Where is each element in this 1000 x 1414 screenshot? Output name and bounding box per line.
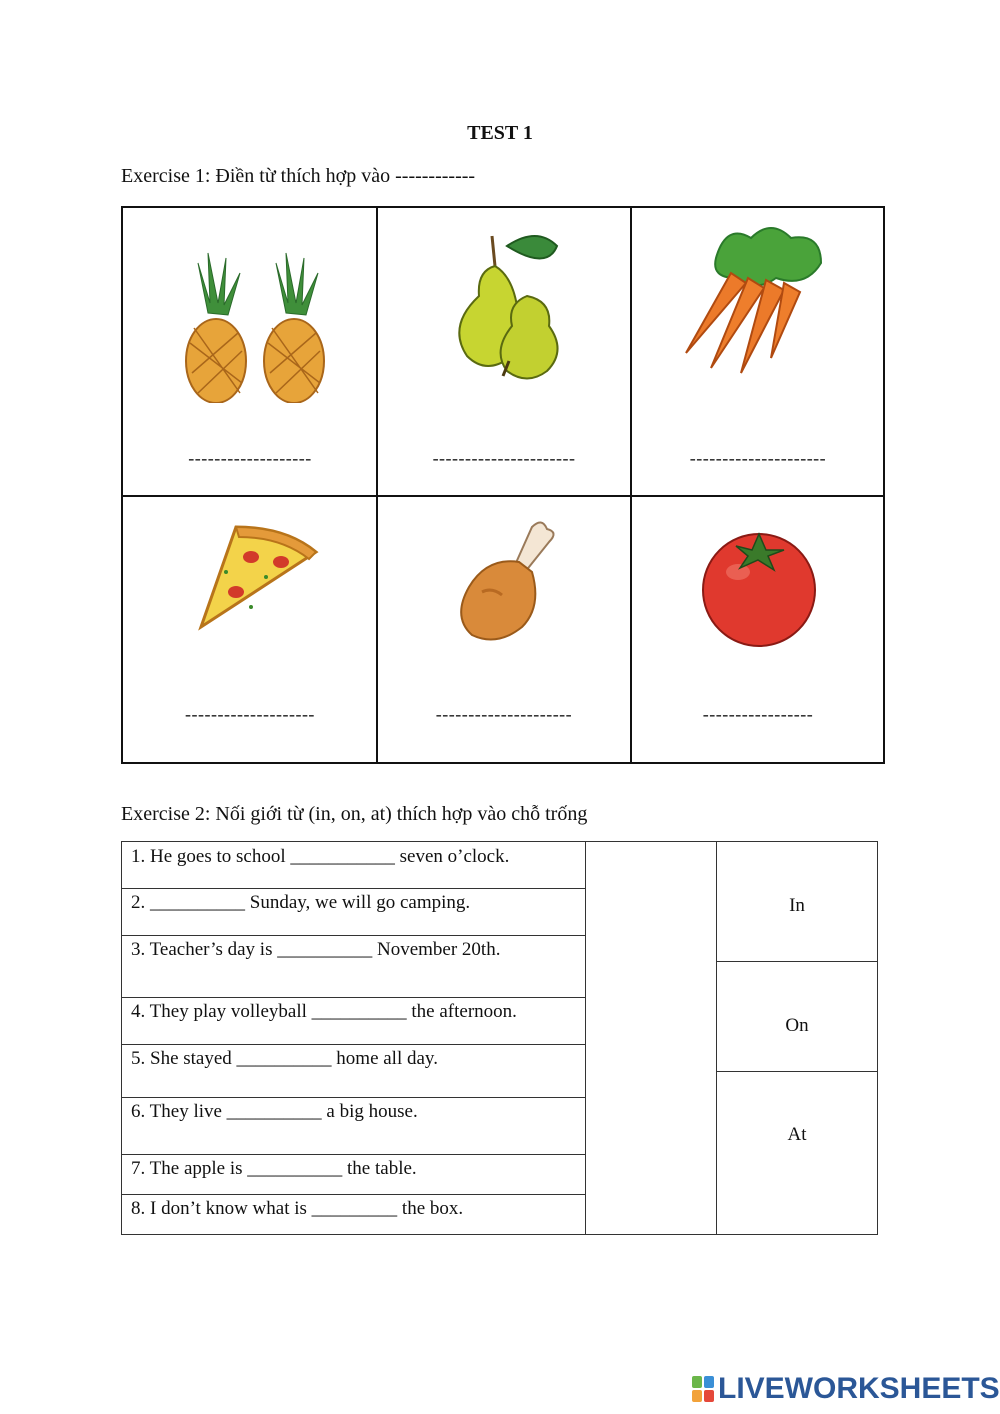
sentence-4[interactable]: 4. They play volleyball __________ the afternoon. [131, 1001, 517, 1022]
row-divider [121, 935, 585, 936]
pear-icon [437, 226, 577, 386]
answer-blank[interactable]: ------------------- [188, 448, 312, 468]
pineapple-icon [168, 233, 338, 403]
tomato-icon [696, 522, 826, 652]
row-divider [121, 1194, 585, 1195]
carrot-icon [676, 218, 836, 378]
brand-name: LIVEWORKSHEETS [718, 1372, 1000, 1405]
exercise-2-heading: Exercise 2: Nối giới từ (in, on, at) thích hợp vào chỗ trống [121, 803, 588, 825]
row-divider [121, 997, 585, 998]
answer-blank[interactable]: --------------------- [435, 704, 573, 724]
sentence-2[interactable]: 2. __________ Sunday, we will go camping. [131, 892, 471, 913]
prepositions-list [716, 841, 878, 1235]
matching-area[interactable] [585, 841, 717, 1235]
pizza-icon [191, 517, 321, 637]
answer-blank[interactable]: -------------------- [185, 704, 315, 724]
picture-cell-pear [377, 208, 631, 496]
row-divider [121, 1044, 585, 1045]
row-divider [121, 888, 585, 889]
picture-cell-tomato [631, 497, 885, 765]
answer-blank[interactable]: --------------------- [689, 448, 827, 468]
exercise-1-grid [121, 206, 885, 764]
exercise-1-heading: Exercise 1: Điền từ thích hợp vào ------------ [121, 165, 476, 187]
row-divider [121, 1154, 585, 1155]
page-title: TEST 1 [467, 122, 533, 144]
sentence-6[interactable]: 6. They live __________ a big house. [131, 1101, 418, 1122]
picture-cell-chicken-leg [377, 497, 631, 765]
liveworksheets-logo [692, 1372, 1000, 1406]
answer-blank[interactable]: ---------------------- [432, 448, 576, 468]
picture-cell-carrot [631, 208, 885, 496]
picture-cell-pizza [123, 497, 377, 765]
sentence-7[interactable]: 7. The apple is __________ the table. [131, 1158, 417, 1179]
sentence-3[interactable]: 3. Teacher’s day is __________ November 20th. [131, 939, 501, 960]
sentence-1[interactable]: 1. He goes to school ___________ seven o’clock. [131, 846, 510, 867]
preposition-in[interactable]: In [789, 895, 805, 916]
exercise-2-table [121, 841, 878, 1235]
sentence-8[interactable]: 8. I don’t know what is _________ the box. [131, 1198, 464, 1219]
sentence-5[interactable]: 5. She stayed __________ home all day. [131, 1048, 438, 1069]
liveworksheets-logo-icon [692, 1376, 714, 1402]
picture-cell-pineapple [123, 208, 377, 496]
preposition-at[interactable]: At [787, 1124, 807, 1145]
answer-blank[interactable]: ----------------- [702, 704, 814, 724]
preposition-on[interactable]: On [785, 1015, 809, 1036]
chicken-leg-icon [447, 517, 567, 647]
row-divider [121, 1097, 585, 1098]
